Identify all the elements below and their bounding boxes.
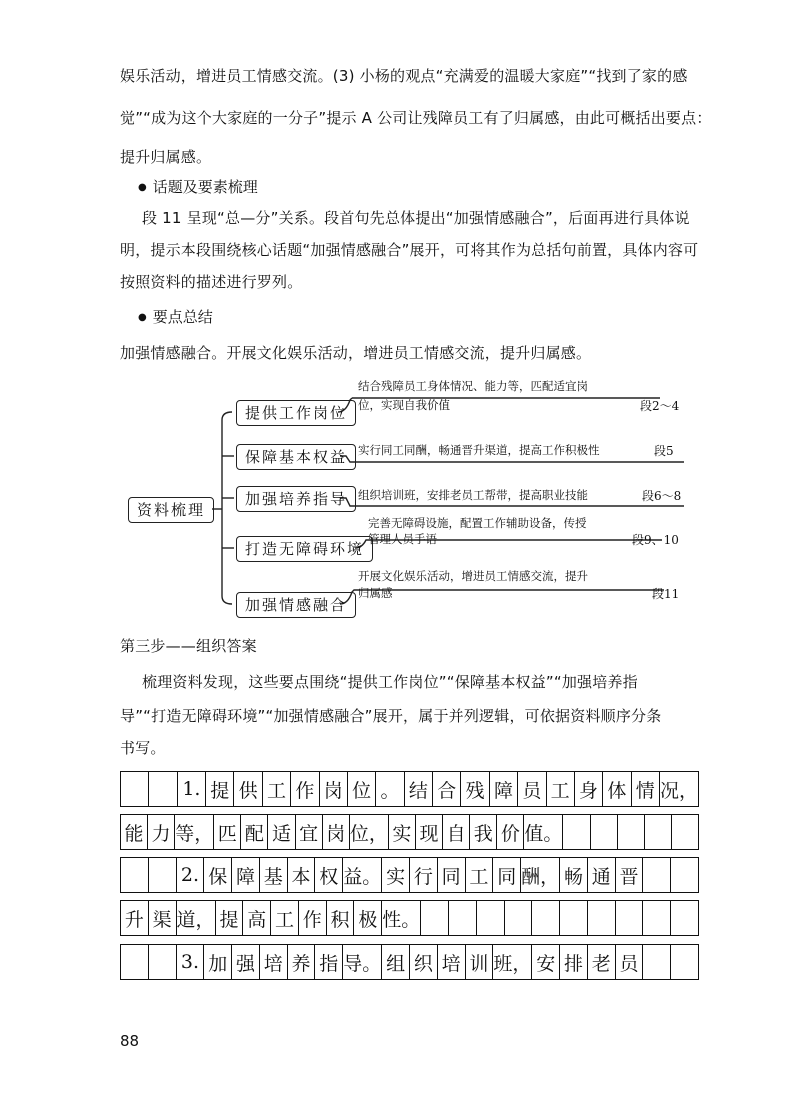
grid-cell: 加 — [204, 945, 232, 979]
grid-cell: 宜 — [296, 815, 323, 849]
grid-cell — [421, 901, 449, 935]
grid-cell: 残 — [461, 772, 489, 806]
grid-cell: 障 — [490, 772, 518, 806]
grid-cell: 积 — [327, 901, 355, 935]
grid-cell — [671, 858, 699, 892]
grid-cell: 1. — [178, 772, 206, 806]
grid-cell — [477, 901, 505, 935]
grid-cell — [616, 901, 644, 935]
grid-cell: 2. — [177, 858, 205, 892]
grid-cell: 训 — [466, 945, 494, 979]
grid-cell: 适 — [268, 815, 295, 849]
grid-cell: 工 — [263, 772, 291, 806]
grid-row — [120, 857, 699, 893]
section-bullet-summary: ● 要点总结 — [138, 307, 213, 330]
grid-row — [120, 814, 699, 850]
grid-cell: 织 — [410, 945, 438, 979]
paragraph-line: 梳理资料发现，这些要点围绕“提供工作岗位”“保障基本权益”“加强培养指 — [142, 673, 638, 691]
grid-cell: 本 — [288, 858, 316, 892]
grid-cell — [149, 945, 177, 979]
grid-cell — [672, 815, 699, 849]
mind-map-ref: 段6～8 — [642, 489, 682, 503]
grid-cell: 保 — [204, 858, 232, 892]
grid-cell: 提 — [216, 901, 244, 935]
grid-cell — [505, 901, 533, 935]
grid-cell: 道， — [177, 901, 216, 935]
grid-cell: 渠 — [149, 901, 177, 935]
paragraph-line: 导”“打造无障碍环境”“加强情感融合”展开，属于并列逻辑，可依据资料顺序分条 — [120, 707, 662, 725]
grid-cell: 指 — [315, 945, 343, 979]
grid-cell — [618, 815, 645, 849]
grid-cell: 班， — [493, 945, 532, 979]
grid-cell: 升 — [121, 901, 149, 935]
grid-cell: 障 — [232, 858, 260, 892]
grid-cell: 力 — [148, 815, 175, 849]
mind-map-ref: 段5 — [654, 444, 674, 458]
grid-cell: 排 — [560, 945, 588, 979]
paragraph-line: 提升归属感。 — [120, 148, 212, 166]
grid-cell: 养 — [288, 945, 316, 979]
grid-cell: 组 — [382, 945, 410, 979]
grid-cell — [560, 901, 588, 935]
grid-cell: 安 — [532, 945, 560, 979]
grid-cell — [643, 858, 671, 892]
grid-cell: 高 — [243, 901, 271, 935]
grid-cell: 价 — [497, 815, 524, 849]
paragraph-line: 娱乐活动，增进员工情感交流。(3) 小杨的观点“充满爱的温暖大家庭”“找到了家的感 — [120, 67, 688, 85]
grid-cell: 能 — [121, 815, 148, 849]
grid-cell: 晋 — [616, 858, 644, 892]
mind-map-desc: 结合残障员工身体情况、能力等，匹配适宜岗 — [358, 379, 588, 393]
grid-cell: 同 — [493, 858, 521, 892]
grid-cell: 极 — [354, 901, 382, 935]
grid-cell: 自 — [443, 815, 470, 849]
grid-cell: 实 — [389, 815, 416, 849]
mind-map-ref: 段11 — [652, 587, 680, 601]
grid-cell: 供 — [234, 772, 262, 806]
grid-cell: 位， — [350, 815, 389, 849]
grid-cell — [532, 901, 560, 935]
grid-cell: 益。 — [343, 858, 382, 892]
mind-map-ref: 段9、10 — [632, 533, 679, 547]
grid-cell: 情 — [632, 772, 660, 806]
mind-map-desc: 位，实现自我价值 — [358, 398, 450, 412]
grid-cell — [671, 901, 699, 935]
grid-cell: 强 — [232, 945, 260, 979]
grid-cell: 3. — [177, 945, 205, 979]
grid-cell: 身 — [575, 772, 603, 806]
grid-cell: 老 — [588, 945, 616, 979]
grid-cell: 同 — [438, 858, 466, 892]
grid-row — [120, 944, 699, 980]
mind-map-desc: 管理人员手语 — [368, 532, 437, 546]
grid-cell: 配 — [241, 815, 268, 849]
grid-cell: 现 — [416, 815, 443, 849]
mind-map-ref: 段2～4 — [640, 399, 680, 413]
grid-cell: 等， — [175, 815, 214, 849]
grid-cell: 位 — [348, 772, 376, 806]
grid-cell: 权 — [315, 858, 343, 892]
mind-map-branch-1: 提供工作岗位 — [236, 400, 356, 426]
grid-cell: 行 — [410, 858, 438, 892]
grid-cell: 员 — [616, 945, 644, 979]
section-bullet-topic: ● 话题及要素梳理 — [138, 177, 258, 200]
grid-cell: 提 — [206, 772, 234, 806]
grid-cell: 性。 — [382, 901, 421, 935]
mind-map-desc: 归属感 — [358, 586, 393, 600]
grid-cell — [591, 815, 618, 849]
grid-cell: 我 — [470, 815, 497, 849]
grid-cell: 畅 — [560, 858, 588, 892]
grid-cell: 工 — [271, 901, 299, 935]
grid-cell: 通 — [588, 858, 616, 892]
grid-cell: 结 — [405, 772, 433, 806]
grid-cell — [645, 815, 672, 849]
grid-cell: 培 — [260, 945, 288, 979]
mind-map-desc: 实行同工同酬，畅通晋升渠道，提高工作积极性 — [358, 443, 600, 457]
paragraph-line: 觉”“成为这个大家庭的一分子”提示 A 公司让残障员工有了归属感，由此可概括出要点： — [120, 109, 712, 127]
mind-map-branch-3: 加强培养指导 — [236, 486, 356, 512]
mind-map-desc: 开展文化娱乐活动，增进员工情感交流，提升 — [358, 569, 588, 583]
grid-row — [120, 900, 699, 936]
paragraph-line: 按照资料的描述进行罗列。 — [120, 273, 303, 291]
paragraph-line: 加强情感融合。开展文化娱乐活动，增进员工情感交流，提升归属感。 — [120, 344, 592, 362]
grid-cell: 实 — [382, 858, 410, 892]
grid-cell — [643, 901, 671, 935]
page-number: 88 — [120, 1032, 140, 1050]
grid-cell: 作 — [291, 772, 319, 806]
grid-cell — [588, 901, 616, 935]
grid-cell: 匹 — [214, 815, 241, 849]
mind-map-branch-2: 保障基本权益 — [236, 444, 356, 470]
grid-cell — [449, 901, 477, 935]
grid-cell: 导。 — [343, 945, 382, 979]
paragraph-line: 段 11 呈现“总—分”关系。段首句先总体提出“加强情感融合”，后面再进行具体说 — [142, 209, 690, 227]
step-heading: 第三步——组织答案 — [120, 637, 257, 655]
grid-cell — [121, 945, 149, 979]
grid-cell — [671, 945, 699, 979]
grid-cell — [121, 772, 149, 806]
grid-cell: 况， — [660, 772, 699, 806]
mind-map-desc: 完善无障碍设施，配置工作辅助设备，传授 — [368, 516, 587, 530]
mind-map-branch-5: 加强情感融合 — [236, 592, 356, 618]
grid-cell: 值。 — [524, 815, 563, 849]
grid-cell: 培 — [438, 945, 466, 979]
mind-map-branch-4: 打造无障碍环境 — [236, 536, 373, 562]
grid-cell: 岗 — [320, 772, 348, 806]
grid-cell — [563, 815, 590, 849]
paragraph-line: 明，提示本段围绕核心话题“加强情感融合”展开，可将其作为总括句前置，具体内容可 — [120, 241, 699, 259]
grid-cell: 工 — [466, 858, 494, 892]
grid-cell: 。 — [376, 772, 404, 806]
grid-cell: 岗 — [323, 815, 350, 849]
grid-cell — [149, 858, 177, 892]
paragraph-line: 书写。 — [120, 739, 166, 757]
grid-row — [120, 771, 699, 807]
grid-cell: 酬， — [521, 858, 560, 892]
mind-map-root: 资料梳理 — [128, 497, 214, 523]
mind-map-desc: 组织培训班，安排老员工帮带，提高职业技能 — [358, 488, 588, 502]
grid-cell: 作 — [299, 901, 327, 935]
grid-cell: 员 — [518, 772, 546, 806]
grid-cell — [149, 772, 177, 806]
grid-cell — [121, 858, 149, 892]
grid-cell: 合 — [433, 772, 461, 806]
grid-cell: 基 — [260, 858, 288, 892]
grid-cell — [643, 945, 671, 979]
grid-cell: 体 — [603, 772, 631, 806]
grid-cell: 工 — [547, 772, 575, 806]
